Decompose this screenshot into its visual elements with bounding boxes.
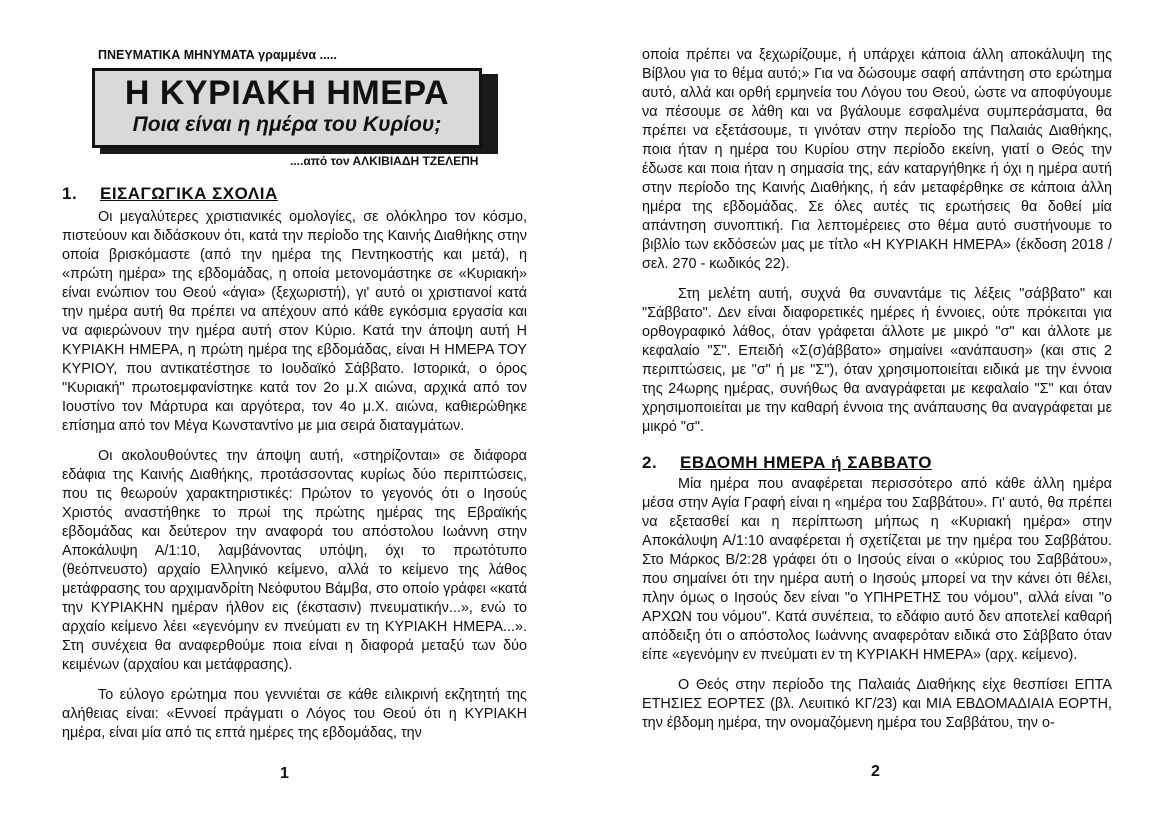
- paragraph: Ο Θεός στην περίοδο της Παλαιάς Διαθήκης είχε θεσπίσει ΕΠΤΑ ΕΤΗΣΙΕΣ ΕΟΡΤΕΣ (βλ. Λευιτικό ΚΓ/23) και ΜΙΑ ΕΒΔΟΜΑΔΙΑΙΑ ΕΟΡΤΗ, την έβδομη ημέρα, την ονομαζόμενη ημέρα του Σαββάτου, την ο-: [642, 677, 1112, 731]
- document-subtitle: Ποια είναι η ημέρα του Κυρίου;: [132, 113, 442, 136]
- right-column-text-bottom: [642, 475, 1112, 744]
- paragraph: οποία πρέπει να ξεχωρίζουμε, ή υπάρχει κάποια άλλη αποκάλυψη της Βίβλου για το θέμα αυτό;» Για να δώσουμε σαφή απάντηση στο ερώτημα αυτό, αλλά και ορθή ερμηνεία του Λόγου του Θεού, ώστε να αποφύγουμε να πέσουμε σε λάθη και να βγάλουμε εσφαλμένα συμπεράσματα, θα πρέπει να εξετάσουμε, τι γινόταν στην περίοδο της Παλαιάς Διαθήκης, ποια ήταν η ημέρα του Κυρίου στην περίοδο εκείνη, γιατί ο Θεός την έδωσε και ποια ήταν η σημασία της, εάν καταργήθηκε ή όχι η ημέρα αυτή στην περίοδο της Καινής Διαθήκης, ή εάν μεταφέρθηκε σε κάποια άλλη ημέρα της εβδομάδας. Σε όλες αυτές τις ερωτήσεις θα δοθεί μία απάντηση συνοπτική. Για λεπτομέρειες στο θέμα αυτό συστήνουμε το βιβλίο των εκδόσεών μας με τίτλο «Η ΚΥΡΙΑΚΗ ΗΜΕΡΑ» (έκδοση 2018 /σελ. 270 - κωδικός 22).: [642, 47, 1112, 272]
- page-number: 1: [280, 765, 289, 782]
- page-right: [585, 0, 1169, 826]
- left-column-text: [62, 208, 527, 754]
- right-column-text-top: [642, 46, 1112, 448]
- paragraph: Μία ημέρα που αναφέρεται περισσότερο από κάθε άλλη ημέρα μέσα στην Αγία Γραφή είναι η «ημέρα του Σαββάτου». Γι' αυτό, θα πρέπει να εξετασθεί και η περίπτωση μήπως η «Κυριακή ημέρα» στην Αποκάλυψη Α/1:10 αναφέρεται ή σχετίζεται με την ημέρα του Σαββάτου. Στο Μάρκος Β/2:28 γράφει ότι ο Ιησούς είναι ο «κύριος του Σαββάτου», που σημαίνει ότι την ημέρα αυτή ο Ιησούς μπορεί να την κάνει ότι θέλει, πλην όμως ο Ιησούς δεν είναι "ο ΥΠΗΡΕΤΗΣ του νόμου", αλλά είναι "ο ΑΡΧΩΝ του νόμου". Κατά συνέπεια, το εδάφιο αυτό δεν αποτελεί καθαρή απόδειξη ότι ο απόστολος Ιωάννης αναφερόταν ειδικά στο Σάββατο όταν είπε «εγενόμην εν πνεύματι εν τη ΚΥΡΙΑΚΗ ΗΜΕΡΑ» (αρχ. κείμενο).: [642, 476, 1112, 663]
- kicker: ΠΝΕΥΜΑΤΙΚΑ ΜΗΝΥΜΑΤΑ γραμμένα .....: [98, 48, 337, 62]
- paragraph: Οι ακολουθούντες την άποψη αυτή, «στηρίζονται» σε διάφορα εδάφια της Καινής Διαθήκης, προτάσσοντας κυρίως δύο περιπτώσεις, που τις θεωρούν χαρακτηριστικές: Πρώτον το γεγονός ότι ο Ιησούς Χριστός αναστήθηκε το πρωί της πρώτης ημέρας της Εβραϊκής εβδομάδας και δεύτερον την αναφορά του απόστολου Ιωάννη στην Αποκάλυψη Α/1:10, λαμβάνοντας υπόψη, όχι το πρωτότυπο (θεόπνευστο) αρχαίο Ελληνικό κείμενο, αλλά το κείμενο της λάθος μετάφρασης του αρχιμανδρίτη Νεόφυτου Βάμβα, στο οποίο γράφει «κατά την ΚΥΡΙΑΚΗΝ ημέραν ήλθον εις (έκστασιν) πνευματικήν...», ενώ το αρχαίο κείμενο λέει «εγενόμην εν πνεύματι εν τη ΚΥΡΙΑΚΗ ΗΜΕΡΑ...». Στη συνέχεια θα αναφερθούμε ποια είναι η διαφορά μεταξύ των δύο κειμένων (αρχαίου και μετάφρασης).: [62, 448, 527, 673]
- author-line: ....από τον ΑΛΚΙΒΙΑΔΗ ΤΖΕΛΕΠΗ: [290, 154, 479, 168]
- section-heading-2: [642, 453, 932, 473]
- section-title: ΕΙΣΑΓΩΓΙΚΑ ΣΧΟΛΙΑ: [100, 184, 278, 203]
- section-heading-1: [62, 184, 278, 204]
- paragraph: Στη μελέτη αυτή, συχνά θα συναντάμε τις λέξεις "σάββατο" και "Σάββατο". Δεν είναι διαφορετικές ημέρες ή έννοιες, ούτε πρόκειται για ορθογραφικό λάθος, όταν γράφεται άλλοτε με μικρό "σ" και άλλοτε με κεφαλαίο "Σ". Επειδή «Σ(σ)άββατο» σημαίνει «ανάπαυση» (και στις 2 περιπτώσεις, με "σ" ή με "Σ"), όταν χρησιμοποιείται ειδικά με την έννοια της 24ωρης ημέρας, συνήθως θα αναγράφεται με κεφαλαίο "Σ" και όταν χρησιμοποιείται με την καθαρή έννοια της ανάπαυσης θα αναγράφεται με μικρό "σ".: [642, 286, 1112, 435]
- title-banner: [92, 68, 490, 154]
- document-title: Η ΚΥΡΙΑΚΗ ΗΜΕΡΑ: [124, 74, 450, 112]
- page-left: [0, 0, 584, 826]
- section-number: 1.: [62, 184, 78, 203]
- section-number: 2.: [642, 453, 658, 472]
- paragraph: Οι μεγαλύτερες χριστιανικές ομολογίες, σε ολόκληρο τον κόσμο, πιστεύουν και διδάσκουν ότι, κατά την περίοδο της Καινής Διαθήκης στην οποία βρισκόμαστε (από την ημέρα της Πεντηκοστής και μετά), η «πρώτη ημέρα» της εβδομάδας, η οποία μετονομάστηκε σε «Κυριακή» είναι ενώπιον του Θεού «άγια» (ξεχωριστή), γι' αυτό οι χριστιανοί κατά την ημέρα αυτή θα πρέπει να απέχουν από κάθε εγκόσμια εργασία και να αφιερώνουν την ημέρα αυτή στον Κύριο. Κατά την άποψη αυτή Η ΚΥΡΙΑΚΗ ΗΜΕΡΑ, η πρώτη ημέρα της εβδομάδας, είναι Η ΗΜΕΡΑ ΤΟΥ ΚΥΡΙΟΥ, που αντικατέστησε το Ιουδαϊκό Σάββατο. Ιστορικά, ο όρος "Κυριακή" πρωτοεμφανίστηκε κατά τον 2ο μ.Χ αιώνα, αρχικά από τον Ιουστίνο τον Μάρτυρα και αργότερα, τον 4ο μ.Χ. αιώνα, καθιερώθηκε επίσημα από τον Μέγα Κωνσταντίνο με μια σειρά διαταγμάτων.: [62, 209, 527, 434]
- paragraph: Το εύλογο ερώτημα που γεννιέται σε κάθε ειλικρινή εκζητητή της αλήθειας είναι: «Εννοεί πράγματι ο Λόγος του Θεού ότι η ΚΥΡΙΑΚΗ ημέρα, είναι μία από τις επτά ημέρες της εβδομάδας, την: [62, 687, 527, 741]
- banner-box: [92, 68, 482, 148]
- page-number: 2: [871, 763, 880, 780]
- section-title: ΕΒΔΟΜΗ ΗΜΕΡΑ ή ΣΑΒΒΑΤΟ: [680, 453, 932, 472]
